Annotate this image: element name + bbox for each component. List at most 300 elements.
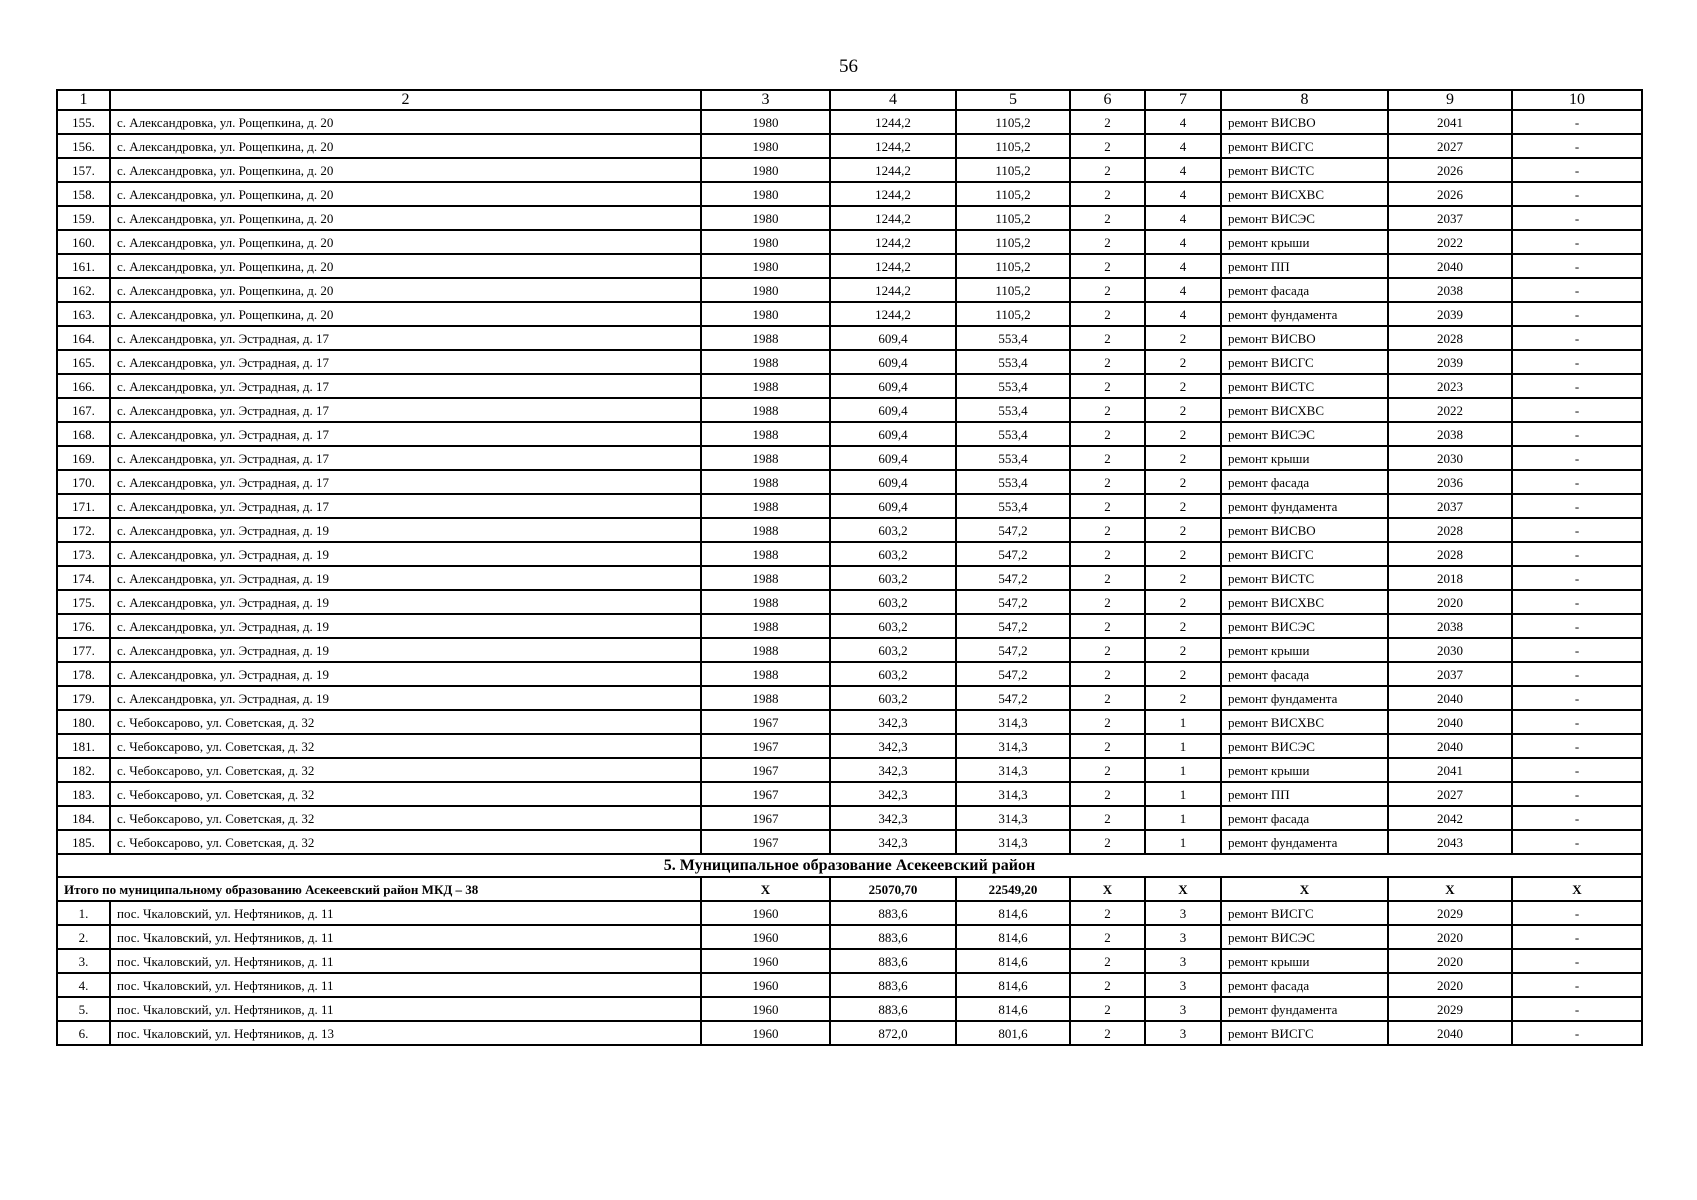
table-cell: - bbox=[1512, 494, 1642, 518]
table-cell: 179. bbox=[57, 686, 110, 710]
table-cell: 2 bbox=[1070, 182, 1145, 206]
table-row bbox=[57, 398, 1642, 422]
table-cell: 161. bbox=[57, 254, 110, 278]
table-row bbox=[57, 518, 1642, 542]
table-cell: ремонт крыши bbox=[1221, 758, 1388, 782]
table-cell: ремонт крыши bbox=[1221, 638, 1388, 662]
table-cell: 4 bbox=[1145, 110, 1221, 134]
table-cell: - bbox=[1512, 230, 1642, 254]
table-cell: 2 bbox=[1070, 662, 1145, 686]
table-row bbox=[57, 110, 1642, 134]
table-cell: 2038 bbox=[1388, 614, 1512, 638]
table-cell: 2 bbox=[1070, 710, 1145, 734]
table-cell: 1244,2 bbox=[830, 134, 956, 158]
table-row bbox=[57, 590, 1642, 614]
table-cell: 1244,2 bbox=[830, 110, 956, 134]
total-cell: X bbox=[1221, 877, 1388, 901]
table-cell: 2022 bbox=[1388, 398, 1512, 422]
table-cell: 2 bbox=[1070, 973, 1145, 997]
table-cell: ремонт ВИСГС bbox=[1221, 134, 1388, 158]
table-cell: 2040 bbox=[1388, 1021, 1512, 1045]
table-cell: 2 bbox=[1070, 949, 1145, 973]
table-cell: 168. bbox=[57, 422, 110, 446]
table-row bbox=[57, 997, 1642, 1021]
repair-register-table bbox=[56, 89, 1643, 1046]
table-cell: 1988 bbox=[701, 470, 830, 494]
table-cell: 2 bbox=[1145, 662, 1221, 686]
table-cell: 3 bbox=[1145, 925, 1221, 949]
table-cell: с. Чебоксарово, ул. Советская, д. 32 bbox=[110, 758, 701, 782]
table-cell: - bbox=[1512, 350, 1642, 374]
table-cell: - bbox=[1512, 662, 1642, 686]
table-row bbox=[57, 949, 1642, 973]
table-cell: с. Александровка, ул. Рощепкина, д. 20 bbox=[110, 230, 701, 254]
table-cell: 1 bbox=[1145, 782, 1221, 806]
table-row bbox=[57, 134, 1642, 158]
table-cell: 2040 bbox=[1388, 254, 1512, 278]
table-cell: 1105,2 bbox=[956, 134, 1070, 158]
table-cell: 1988 bbox=[701, 542, 830, 566]
table-cell: 603,2 bbox=[830, 590, 956, 614]
table-cell: 1988 bbox=[701, 446, 830, 470]
table-cell: 2 bbox=[1070, 374, 1145, 398]
table-cell: ремонт ВИСХВС bbox=[1221, 398, 1388, 422]
table-cell: с. Александровка, ул. Эстрадная, д. 17 bbox=[110, 470, 701, 494]
table-cell: - bbox=[1512, 806, 1642, 830]
table-cell: 184. bbox=[57, 806, 110, 830]
table-cell: ремонт ВИСЭС bbox=[1221, 925, 1388, 949]
table-cell: 1988 bbox=[701, 686, 830, 710]
table-cell: 814,6 bbox=[956, 949, 1070, 973]
table-cell: 1988 bbox=[701, 662, 830, 686]
table-cell: 814,6 bbox=[956, 997, 1070, 1021]
table-cell: 2029 bbox=[1388, 997, 1512, 1021]
table-cell: - bbox=[1512, 182, 1642, 206]
table-cell: 2 bbox=[1145, 494, 1221, 518]
table-cell: 164. bbox=[57, 326, 110, 350]
table-cell: ремонт фасада bbox=[1221, 662, 1388, 686]
table-cell: 180. bbox=[57, 710, 110, 734]
table-cell: ремонт крыши bbox=[1221, 949, 1388, 973]
table-cell: 2 bbox=[1070, 302, 1145, 326]
table-cell: 609,4 bbox=[830, 326, 956, 350]
table-cell: 603,2 bbox=[830, 518, 956, 542]
table-cell: 1105,2 bbox=[956, 206, 1070, 230]
table-cell: с. Александровка, ул. Рощепкина, д. 20 bbox=[110, 278, 701, 302]
table-cell: 883,6 bbox=[830, 997, 956, 1021]
table-cell: с. Александровка, ул. Рощепкина, д. 20 bbox=[110, 158, 701, 182]
table-cell: с. Чебоксарово, ул. Советская, д. 32 bbox=[110, 710, 701, 734]
table-cell: 609,4 bbox=[830, 398, 956, 422]
table-cell: - bbox=[1512, 590, 1642, 614]
table-cell: 2 bbox=[1070, 830, 1145, 854]
table-cell: ремонт ВИСВО bbox=[1221, 326, 1388, 350]
table-cell: 2 bbox=[1070, 134, 1145, 158]
table-cell: 2041 bbox=[1388, 110, 1512, 134]
table-cell: 1960 bbox=[701, 901, 830, 925]
table-cell: 172. bbox=[57, 518, 110, 542]
table-cell: 1244,2 bbox=[830, 230, 956, 254]
table-cell: ремонт ВИСГС bbox=[1221, 1021, 1388, 1045]
table-cell: ремонт ВИСГС bbox=[1221, 350, 1388, 374]
table-cell: 2 bbox=[1070, 398, 1145, 422]
table-cell: 182. bbox=[57, 758, 110, 782]
column-header: 6 bbox=[1070, 90, 1145, 110]
table-cell: - bbox=[1512, 782, 1642, 806]
table-cell: 2 bbox=[1070, 470, 1145, 494]
table-cell: 167. bbox=[57, 398, 110, 422]
table-cell: с. Александровка, ул. Эстрадная, д. 17 bbox=[110, 374, 701, 398]
table-cell: ремонт фасада bbox=[1221, 806, 1388, 830]
table-cell: 609,4 bbox=[830, 374, 956, 398]
table-cell: 1988 bbox=[701, 422, 830, 446]
table-cell: 553,4 bbox=[956, 446, 1070, 470]
table-cell: 2 bbox=[1145, 590, 1221, 614]
table-cell: 4 bbox=[1145, 158, 1221, 182]
table-cell: 3 bbox=[1145, 901, 1221, 925]
table-cell: ремонт ВИСТС bbox=[1221, 374, 1388, 398]
table-cell: 183. bbox=[57, 782, 110, 806]
table-cell: 1988 bbox=[701, 374, 830, 398]
table-cell: 2 bbox=[1070, 901, 1145, 925]
table-cell: - bbox=[1512, 278, 1642, 302]
table-cell: 1960 bbox=[701, 949, 830, 973]
table-cell: 160. bbox=[57, 230, 110, 254]
total-row bbox=[57, 877, 1642, 901]
table-cell: 174. bbox=[57, 566, 110, 590]
table-cell: 1960 bbox=[701, 1021, 830, 1045]
total-cell: 25070,70 bbox=[830, 877, 956, 901]
table-row bbox=[57, 302, 1642, 326]
table-cell: с. Александровка, ул. Рощепкина, д. 20 bbox=[110, 134, 701, 158]
table-cell: 2 bbox=[1070, 110, 1145, 134]
table-cell: 1988 bbox=[701, 638, 830, 662]
table-cell: 2028 bbox=[1388, 518, 1512, 542]
table-cell: - bbox=[1512, 830, 1642, 854]
table-cell: 2 bbox=[1070, 494, 1145, 518]
column-header: 10 bbox=[1512, 90, 1642, 110]
table-row bbox=[57, 182, 1642, 206]
table-cell: пос. Чкаловский, ул. Нефтяников, д. 11 bbox=[110, 925, 701, 949]
table-cell: 2036 bbox=[1388, 470, 1512, 494]
table-cell: 603,2 bbox=[830, 566, 956, 590]
table-cell: 2 bbox=[1070, 782, 1145, 806]
table-cell: 2039 bbox=[1388, 350, 1512, 374]
table-cell: 2030 bbox=[1388, 638, 1512, 662]
table-cell: 2020 bbox=[1388, 590, 1512, 614]
total-cell: X bbox=[701, 877, 830, 901]
table-cell: с. Чебоксарово, ул. Советская, д. 32 bbox=[110, 806, 701, 830]
table-cell: - bbox=[1512, 374, 1642, 398]
table-row bbox=[57, 614, 1642, 638]
table-cell: 1244,2 bbox=[830, 278, 956, 302]
table-row bbox=[57, 494, 1642, 518]
table-cell: 2 bbox=[1145, 542, 1221, 566]
table-cell: 342,3 bbox=[830, 758, 956, 782]
table-cell: 2 bbox=[1070, 542, 1145, 566]
table-cell: 2 bbox=[1070, 326, 1145, 350]
table-cell: 609,4 bbox=[830, 494, 956, 518]
table-cell: 883,6 bbox=[830, 901, 956, 925]
table-cell: 342,3 bbox=[830, 710, 956, 734]
table-cell: с. Чебоксарово, ул. Советская, д. 32 bbox=[110, 830, 701, 854]
column-number-row bbox=[57, 90, 1642, 110]
table-cell: 1960 bbox=[701, 925, 830, 949]
table-row bbox=[57, 758, 1642, 782]
table-cell: 2 bbox=[1070, 254, 1145, 278]
table-cell: ремонт фасада bbox=[1221, 278, 1388, 302]
table-cell: 547,2 bbox=[956, 614, 1070, 638]
table-cell: с. Чебоксарово, ул. Советская, д. 32 bbox=[110, 782, 701, 806]
table-row bbox=[57, 830, 1642, 854]
table-cell: ремонт фундамента bbox=[1221, 494, 1388, 518]
table-cell: 547,2 bbox=[956, 590, 1070, 614]
table-cell: 2029 bbox=[1388, 901, 1512, 925]
table-cell: 155. bbox=[57, 110, 110, 134]
table-cell: 2 bbox=[1070, 422, 1145, 446]
table-cell: - bbox=[1512, 446, 1642, 470]
table-row bbox=[57, 638, 1642, 662]
table-cell: 1244,2 bbox=[830, 206, 956, 230]
table-cell: 2 bbox=[1145, 422, 1221, 446]
table-cell: 2 bbox=[1145, 374, 1221, 398]
table-cell: 2 bbox=[1145, 614, 1221, 638]
table-cell: - bbox=[1512, 470, 1642, 494]
table-cell: ремонт ВИСТС bbox=[1221, 158, 1388, 182]
table-cell: 2028 bbox=[1388, 542, 1512, 566]
table-cell: 2 bbox=[1070, 1021, 1145, 1045]
table-row bbox=[57, 230, 1642, 254]
table-cell: - bbox=[1512, 566, 1642, 590]
table-cell: 2 bbox=[1145, 350, 1221, 374]
table-cell: 2038 bbox=[1388, 422, 1512, 446]
section-header-row bbox=[57, 854, 1642, 877]
total-cell: X bbox=[1070, 877, 1145, 901]
table-cell: 2 bbox=[1070, 806, 1145, 830]
table-cell: пос. Чкаловский, ул. Нефтяников, д. 11 bbox=[110, 973, 701, 997]
table-cell: с. Александровка, ул. Эстрадная, д. 19 bbox=[110, 662, 701, 686]
table-cell: 2040 bbox=[1388, 710, 1512, 734]
table-row bbox=[57, 662, 1642, 686]
table-cell: с. Александровка, ул. Эстрадная, д. 17 bbox=[110, 446, 701, 470]
table-cell: ремонт ВИСЭС bbox=[1221, 734, 1388, 758]
table-cell: 1988 bbox=[701, 350, 830, 374]
table-cell: 872,0 bbox=[830, 1021, 956, 1045]
table-cell: 4 bbox=[1145, 254, 1221, 278]
table-cell: 2037 bbox=[1388, 662, 1512, 686]
table-cell: с. Александровка, ул. Эстрадная, д. 17 bbox=[110, 398, 701, 422]
table-cell: 1105,2 bbox=[956, 254, 1070, 278]
column-header: 1 bbox=[57, 90, 110, 110]
table-cell: 1967 bbox=[701, 830, 830, 854]
table-cell: 553,4 bbox=[956, 374, 1070, 398]
table-cell: 2027 bbox=[1388, 134, 1512, 158]
table-cell: 342,3 bbox=[830, 830, 956, 854]
table-cell: 2023 bbox=[1388, 374, 1512, 398]
table-cell: 1244,2 bbox=[830, 302, 956, 326]
table-cell: 181. bbox=[57, 734, 110, 758]
table-cell: - bbox=[1512, 398, 1642, 422]
table-cell: 814,6 bbox=[956, 973, 1070, 997]
table-cell: 1960 bbox=[701, 973, 830, 997]
table-cell: 1960 bbox=[701, 997, 830, 1021]
table-cell: пос. Чкаловский, ул. Нефтяников, д. 11 bbox=[110, 901, 701, 925]
table-cell: 2 bbox=[1070, 925, 1145, 949]
table-cell: 2 bbox=[1145, 326, 1221, 350]
table-row bbox=[57, 446, 1642, 470]
table-cell: с. Александровка, ул. Эстрадная, д. 19 bbox=[110, 542, 701, 566]
table-cell: 1244,2 bbox=[830, 182, 956, 206]
table-cell: 2020 bbox=[1388, 973, 1512, 997]
table-cell: 2 bbox=[1070, 734, 1145, 758]
table-cell: - bbox=[1512, 110, 1642, 134]
table-cell: с. Александровка, ул. Эстрадная, д. 19 bbox=[110, 518, 701, 542]
table-cell: с. Александровка, ул. Эстрадная, д. 19 bbox=[110, 638, 701, 662]
table-cell: 2 bbox=[1145, 398, 1221, 422]
table-cell: ремонт крыши bbox=[1221, 230, 1388, 254]
table-cell: 2 bbox=[1070, 206, 1145, 230]
table-cell: с. Александровка, ул. Рощепкина, д. 20 bbox=[110, 254, 701, 278]
table-cell: 1988 bbox=[701, 590, 830, 614]
column-header: 5 bbox=[956, 90, 1070, 110]
table-cell: 165. bbox=[57, 350, 110, 374]
table-cell: 2018 bbox=[1388, 566, 1512, 590]
table-cell: 159. bbox=[57, 206, 110, 230]
table-cell: с. Александровка, ул. Эстрадная, д. 19 bbox=[110, 590, 701, 614]
table-cell: 1967 bbox=[701, 710, 830, 734]
table-cell: 3 bbox=[1145, 1021, 1221, 1045]
table-cell: 2030 bbox=[1388, 446, 1512, 470]
table-row bbox=[57, 734, 1642, 758]
total-cell: X bbox=[1145, 877, 1221, 901]
table-cell: 342,3 bbox=[830, 806, 956, 830]
table-cell: 2 bbox=[1070, 518, 1145, 542]
table-cell: - bbox=[1512, 758, 1642, 782]
table-cell: 314,3 bbox=[956, 734, 1070, 758]
table-cell: 342,3 bbox=[830, 782, 956, 806]
table-row bbox=[57, 254, 1642, 278]
table-cell: 1988 bbox=[701, 494, 830, 518]
table-row bbox=[57, 542, 1642, 566]
table-cell: ремонт ВИСВО bbox=[1221, 110, 1388, 134]
table-cell: 3. bbox=[57, 949, 110, 973]
table-cell: 1 bbox=[1145, 710, 1221, 734]
table-cell: - bbox=[1512, 949, 1642, 973]
table-cell: 2026 bbox=[1388, 182, 1512, 206]
table-cell: ремонт ВИСХВС bbox=[1221, 182, 1388, 206]
table-cell: 1244,2 bbox=[830, 254, 956, 278]
table-cell: 177. bbox=[57, 638, 110, 662]
table-cell: 1105,2 bbox=[956, 302, 1070, 326]
table-cell: 1980 bbox=[701, 110, 830, 134]
table-cell: пос. Чкаловский, ул. Нефтяников, д. 13 bbox=[110, 1021, 701, 1045]
table-cell: 2042 bbox=[1388, 806, 1512, 830]
column-header: 4 bbox=[830, 90, 956, 110]
table-cell: 1988 bbox=[701, 518, 830, 542]
table-cell: 814,6 bbox=[956, 925, 1070, 949]
table-cell: 2 bbox=[1070, 758, 1145, 782]
table-cell: 2 bbox=[1070, 278, 1145, 302]
table-row bbox=[57, 326, 1642, 350]
table-cell: 603,2 bbox=[830, 542, 956, 566]
table-cell: 1988 bbox=[701, 398, 830, 422]
table-cell: 2027 bbox=[1388, 782, 1512, 806]
table-cell: 1988 bbox=[701, 566, 830, 590]
table-cell: 3 bbox=[1145, 997, 1221, 1021]
table-cell: 1967 bbox=[701, 782, 830, 806]
table-cell: с. Чебоксарово, ул. Советская, д. 32 bbox=[110, 734, 701, 758]
table-cell: 2022 bbox=[1388, 230, 1512, 254]
table-cell: ремонт ВИСВО bbox=[1221, 518, 1388, 542]
table-cell: - bbox=[1512, 302, 1642, 326]
table-cell: 6. bbox=[57, 1021, 110, 1045]
table-cell: 1967 bbox=[701, 758, 830, 782]
table-cell: ремонт фундамента bbox=[1221, 997, 1388, 1021]
table-cell: 166. bbox=[57, 374, 110, 398]
table-cell: 547,2 bbox=[956, 542, 1070, 566]
table-cell: - bbox=[1512, 542, 1642, 566]
table-cell: 1980 bbox=[701, 134, 830, 158]
table-cell: 547,2 bbox=[956, 638, 1070, 662]
table-cell: 2 bbox=[1145, 686, 1221, 710]
table-cell: 185. bbox=[57, 830, 110, 854]
table-cell: - bbox=[1512, 1021, 1642, 1045]
table-cell: ремонт крыши bbox=[1221, 446, 1388, 470]
table-cell: ремонт ВИСГС bbox=[1221, 901, 1388, 925]
table-cell: ремонт ПП bbox=[1221, 254, 1388, 278]
table-cell: 4. bbox=[57, 973, 110, 997]
table-cell: 1967 bbox=[701, 806, 830, 830]
table-cell: - bbox=[1512, 686, 1642, 710]
table-cell: пос. Чкаловский, ул. Нефтяников, д. 11 bbox=[110, 997, 701, 1021]
table-row bbox=[57, 686, 1642, 710]
table-cell: 1 bbox=[1145, 758, 1221, 782]
table-cell: - bbox=[1512, 901, 1642, 925]
page-number: 56 bbox=[839, 56, 858, 77]
table-cell: 2 bbox=[1070, 230, 1145, 254]
table-cell: с. Александровка, ул. Рощепкина, д. 20 bbox=[110, 110, 701, 134]
table-row bbox=[57, 470, 1642, 494]
table-cell: 3 bbox=[1145, 973, 1221, 997]
table-cell: с. Александровка, ул. Эстрадная, д. 17 bbox=[110, 326, 701, 350]
table-cell: с. Александровка, ул. Эстрадная, д. 19 bbox=[110, 614, 701, 638]
table-cell: 1980 bbox=[701, 206, 830, 230]
table-cell: 553,4 bbox=[956, 422, 1070, 446]
table-cell: 1244,2 bbox=[830, 158, 956, 182]
table-cell: 1105,2 bbox=[956, 230, 1070, 254]
table-cell: ремонт ВИСТС bbox=[1221, 566, 1388, 590]
table-cell: 170. bbox=[57, 470, 110, 494]
table-cell: 883,6 bbox=[830, 973, 956, 997]
table-cell: 2 bbox=[1145, 470, 1221, 494]
table-cell: 4 bbox=[1145, 182, 1221, 206]
table-cell: ремонт ПП bbox=[1221, 782, 1388, 806]
table-cell: 1105,2 bbox=[956, 158, 1070, 182]
table-row bbox=[57, 278, 1642, 302]
table-cell: ремонт ВИСГС bbox=[1221, 542, 1388, 566]
table-cell: 4 bbox=[1145, 302, 1221, 326]
table-cell: 2 bbox=[1145, 638, 1221, 662]
table-cell: 2 bbox=[1070, 638, 1145, 662]
table-cell: 553,4 bbox=[956, 470, 1070, 494]
table-cell: 547,2 bbox=[956, 686, 1070, 710]
table-cell: 342,3 bbox=[830, 734, 956, 758]
table-row bbox=[57, 374, 1642, 398]
column-header: 8 bbox=[1221, 90, 1388, 110]
table-row bbox=[57, 566, 1642, 590]
table-cell: 156. bbox=[57, 134, 110, 158]
table-cell: 176. bbox=[57, 614, 110, 638]
